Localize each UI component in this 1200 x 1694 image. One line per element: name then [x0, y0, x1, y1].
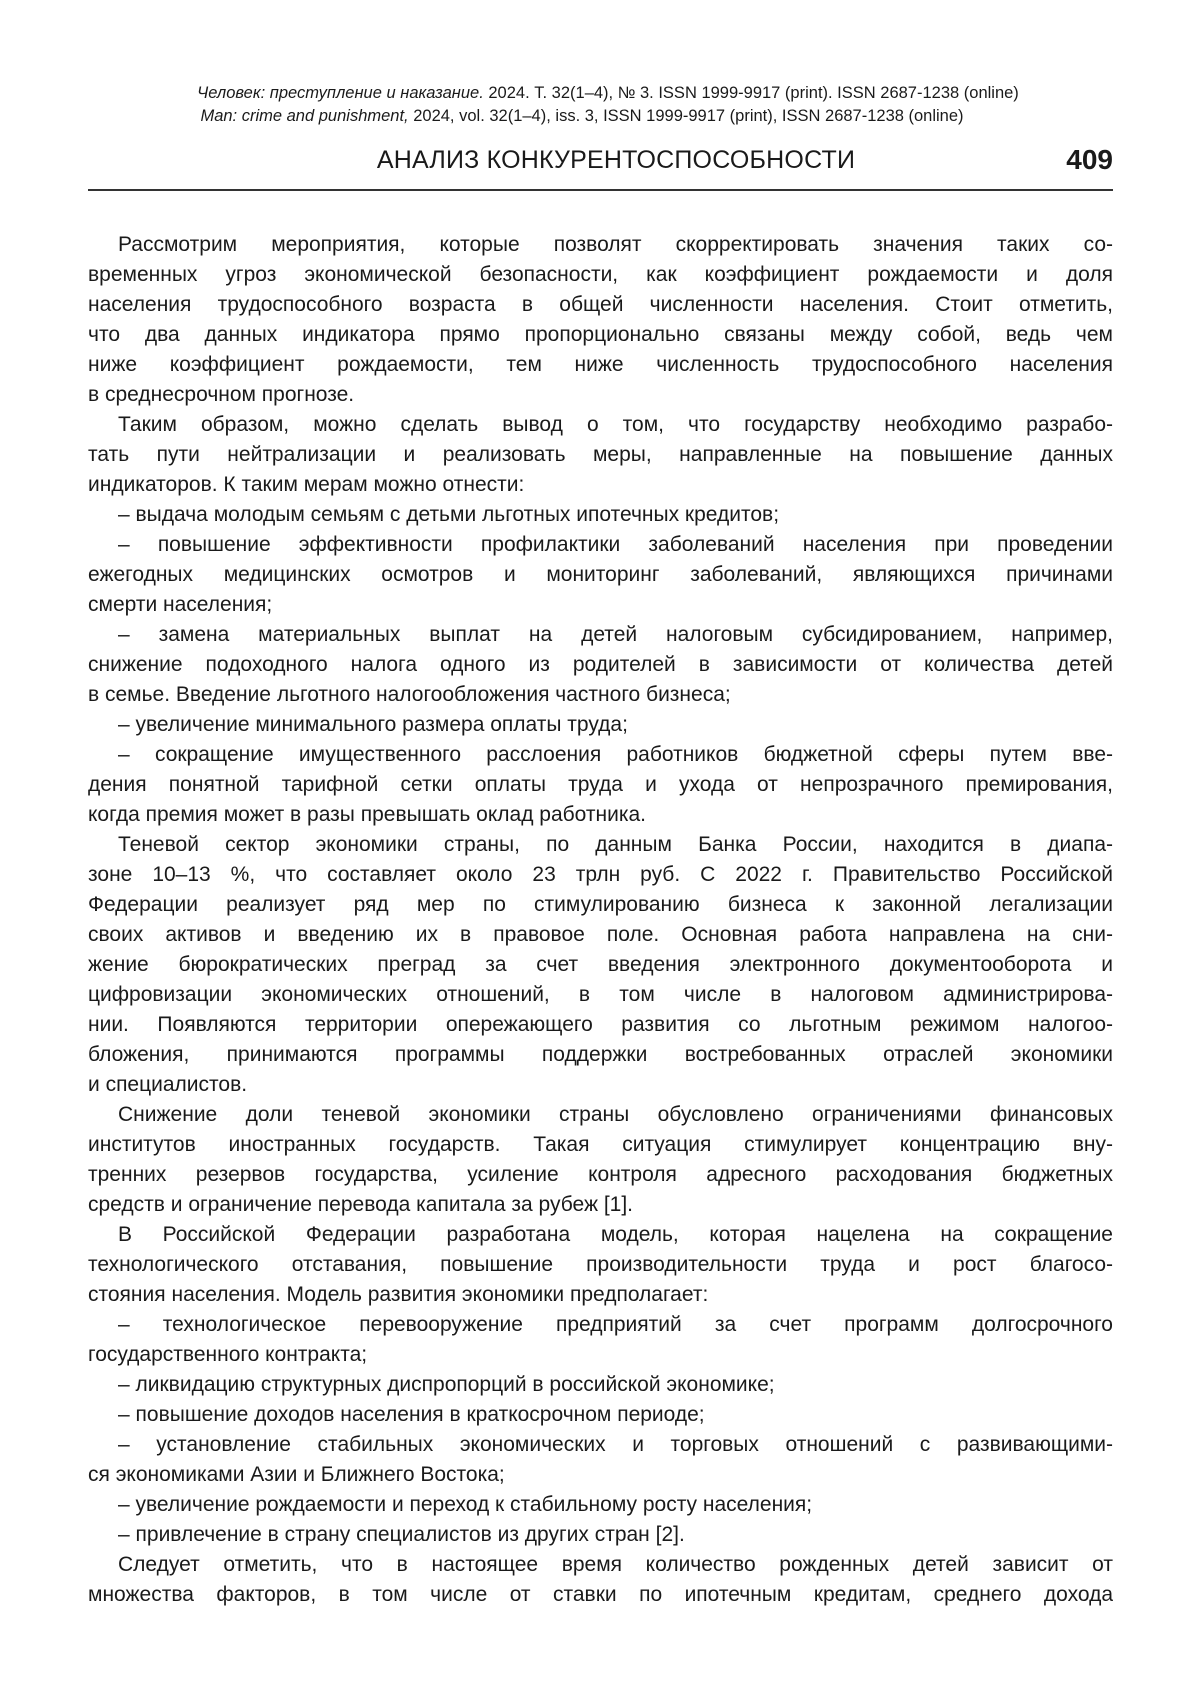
header-divider	[88, 189, 1113, 191]
text-line: зоне 10–13 %, что составляет около 23 трлн руб. С 2022 г. Правительство Российской	[88, 860, 1113, 890]
text-line: ниже коэффициент рождаемости, тем ниже численность трудоспособного населения	[88, 350, 1113, 380]
text-line: Теневой сектор экономики страны, по данным Банка России, находится в диапа-	[88, 830, 1113, 860]
text-line: – сокращение имущественного расслоения работников бюджетной сферы путем вве-	[88, 740, 1113, 770]
text-line: когда премия может в разы превышать оклад работника.	[88, 800, 1113, 830]
text-line: средств и ограничение перевода капитала за рубеж [1].	[88, 1190, 1113, 1220]
text-line: тать пути нейтрализации и реализовать меры, направленные на повышение данных	[88, 440, 1113, 470]
text-line: нии. Появляются территории опережающего развития со льготным режимом налогоо-	[88, 1010, 1113, 1040]
text-line: – увеличение рождаемости и переход к стабильному росту населения;	[88, 1490, 1113, 1520]
text-line: – ликвидацию структурных диспропорций в российской экономике;	[88, 1370, 1113, 1400]
text-line: Федерации реализует ряд мер по стимулированию бизнеса к законной легализации	[88, 890, 1113, 920]
journal-name-en: Man: crime and punishment,	[200, 107, 408, 125]
journal-citation-ru	[8, 82, 1200, 104]
text-line: временных угроз экономической безопасности, как коэффициент рождаемости и доля	[88, 260, 1113, 290]
text-line: ся экономиками Азии и Ближнего Востока;	[88, 1460, 1113, 1490]
body-text	[88, 230, 1113, 1610]
text-line: – технологическое перевооружение предприятий за счет программ долгосрочного	[88, 1310, 1113, 1340]
text-line: населения трудоспособного возраста в общей численности населения. Стоит отметить,	[88, 290, 1113, 320]
text-line: – привлечение в страну специалистов из других стран [2].	[88, 1520, 1113, 1550]
text-line: дения понятной тарифной сетки оплаты труда и ухода от непрозрачного премирования,	[88, 770, 1113, 800]
text-line: цифровизации экономических отношений, в том числе в налоговом администрирова-	[88, 980, 1113, 1010]
text-line: государственного контракта;	[88, 1340, 1113, 1370]
text-line: – выдача молодым семьям с детьми льготных ипотечных кредитов;	[88, 500, 1113, 530]
text-line: технологического отставания, повышение производительности труда и рост благосо-	[88, 1250, 1113, 1280]
text-line: В Российской Федерации разработана модель, которая нацелена на сокращение	[88, 1220, 1113, 1250]
text-line: – установление стабильных экономических и торговых отношений с развивающими-	[88, 1430, 1113, 1460]
text-line: Снижение доли теневой экономики страны обусловлено ограничениями финансовых	[88, 1100, 1113, 1130]
text-line: в среднесрочном прогнозе.	[88, 380, 1113, 410]
text-line: – повышение доходов населения в краткосрочном периоде;	[88, 1400, 1113, 1430]
text-line: что два данных индикатора прямо пропорционально связаны между собой, ведь чем	[88, 320, 1113, 350]
text-line: множества факторов, в том числе от ставки по ипотечным кредитам, среднего дохода	[88, 1580, 1113, 1610]
text-line: Следует отметить, что в настоящее время количество рожденных детей зависит от	[88, 1550, 1113, 1580]
journal-details-ru: 2024. Т. 32(1–4), № 3. ISSN 1999-9917 (print). ISSN 2687-1238 (online)	[484, 84, 1019, 102]
text-line: – замена материальных выплат на детей налоговым субсидированием, например,	[88, 620, 1113, 650]
text-line: смерти населения;	[88, 590, 1113, 620]
text-line: стояния населения. Модель развития экономики предполагает:	[88, 1280, 1113, 1310]
journal-details-en: 2024, vol. 32(1–4), iss. 3, ISSN 1999-9917 (print), ISSN 2687-1238 (online)	[409, 107, 964, 125]
text-line: – повышение эффективности профилактики заболеваний населения при проведении	[88, 530, 1113, 560]
text-line: индикаторов. К таким мерам можно отнести:	[88, 470, 1113, 500]
text-line: снижение подоходного налога одного из родителей в зависимости от количества детей	[88, 650, 1113, 680]
text-line: своих активов и введению их в правовое поле. Основная работа направлена на сни-	[88, 920, 1113, 950]
text-line: – увеличение минимального размера оплаты труда;	[88, 710, 1113, 740]
text-line: бложения, принимаются программы поддержки востребованных отраслей экономики	[88, 1040, 1113, 1070]
text-line: Таким образом, можно сделать вывод о том, что государству необходимо разрабо-	[88, 410, 1113, 440]
text-line: ежегодных медицинских осмотров и мониторинг заболеваний, являющихся причинами	[88, 560, 1113, 590]
journal-name-ru: Человек: преступление и наказание.	[197, 84, 484, 102]
text-line: жение бюрократических преград за счет введения электронного документооборота и	[88, 950, 1113, 980]
text-line: и специалистов.	[88, 1070, 1113, 1100]
text-line: в семье. Введение льготного налогообложения частного бизнеса;	[88, 680, 1113, 710]
text-line: Рассмотрим мероприятия, которые позволят скорректировать значения таких со-	[88, 230, 1113, 260]
text-line: институтов иностранных государств. Такая ситуация стимулирует концентрацию вну-	[88, 1130, 1113, 1160]
section-title: АНАЛИЗ КОНКУРЕНТОСПОСОБНОСТИ	[0, 146, 1200, 175]
journal-citation-en	[0, 105, 1182, 127]
text-line: тренних резервов государства, усиление контроля адресного расходования бюджетных	[88, 1160, 1113, 1190]
page-number: 409	[1066, 144, 1113, 176]
